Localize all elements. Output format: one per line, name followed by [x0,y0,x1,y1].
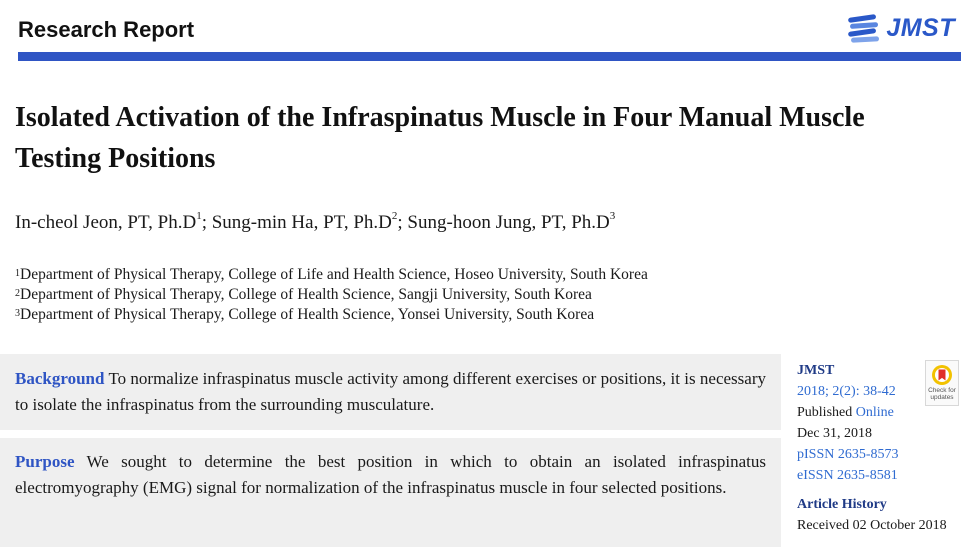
published-prefix: Published [797,405,853,420]
check-updates-label: Check for updates [928,387,956,401]
affiliation-sup: 2 [15,288,20,299]
affiliation-text: Department of Physical Therapy, College of Life and Health Science, Hoseo University, South Korea [20,266,648,283]
article-title: Isolated Activation of the Infraspinatus Muscle in Four Manual Muscle Testing Positions [15,102,865,174]
author-name[interactable]: Sung-hoon Jung, PT, Ph.D [407,212,610,233]
affiliation-text: Department of Physical Therapy, College of Health Science, Yonsei University, South Korea [20,306,595,323]
bookmark-icon [931,364,953,386]
abstract-purpose-text: We sought to determine the best position in which to obtain an isolated infraspinatus electromyography (EMG) signal for normalization of the infraspinatus muscle in four selected positions. [15,452,766,497]
sidebar-pissn: pISSN 2635-8573 [797,447,899,462]
sidebar-citation-link[interactable]: 2018; 2(2): 38-42 [797,384,896,399]
article-history-heading: Article History [797,497,887,512]
author-affil-sup: 2 [391,210,398,222]
author-affil-sup: 1 [196,210,202,222]
abstract-background-text: To normalize infraspinatus muscle activity among different exercises or positions, it is necessary to isolate the infraspinatus from the surrounding musculature. [15,369,766,414]
affiliation-sup: 1 [15,268,20,279]
sidebar-journal: JMST [797,363,835,378]
abstract-background [0,354,781,430]
journal-logo[interactable] [846,8,955,48]
sidebar-date: Dec 31, 2018 [797,426,873,441]
author-name[interactable]: In-cheol Jeon, PT, Ph.D [15,212,197,233]
check-for-updates-button[interactable] [925,360,959,406]
published-online-link[interactable]: Online [855,405,894,420]
affiliation-item [15,285,648,305]
sidebar-eissn: eISSN 2635-8581 [797,468,898,483]
report-type-label: Research Report [18,17,195,42]
abstract-background-label: Background [15,369,105,388]
author-affil-sup: 3 [609,210,616,222]
affiliation-item [15,305,648,325]
received-date: Received 02 October 2018 [797,518,947,533]
header-rule [18,52,961,61]
journal-logo-text: JMST [886,13,955,42]
affiliation-item [15,265,648,285]
abstract-purpose-label: Purpose [15,452,75,471]
affiliation-sup: 3 [15,308,20,319]
abstract-purpose [0,438,781,547]
author-separator: ; [201,212,212,233]
affiliation-text: Department of Physical Therapy, College of Health Science, Sangji University, South Korea [20,286,592,303]
journal-books-icon [846,10,882,46]
author-name[interactable]: Sung-min Ha, PT, Ph.D [211,212,392,233]
affiliation-list [15,265,648,325]
author-list [15,212,615,234]
author-separator: ; [397,212,408,233]
